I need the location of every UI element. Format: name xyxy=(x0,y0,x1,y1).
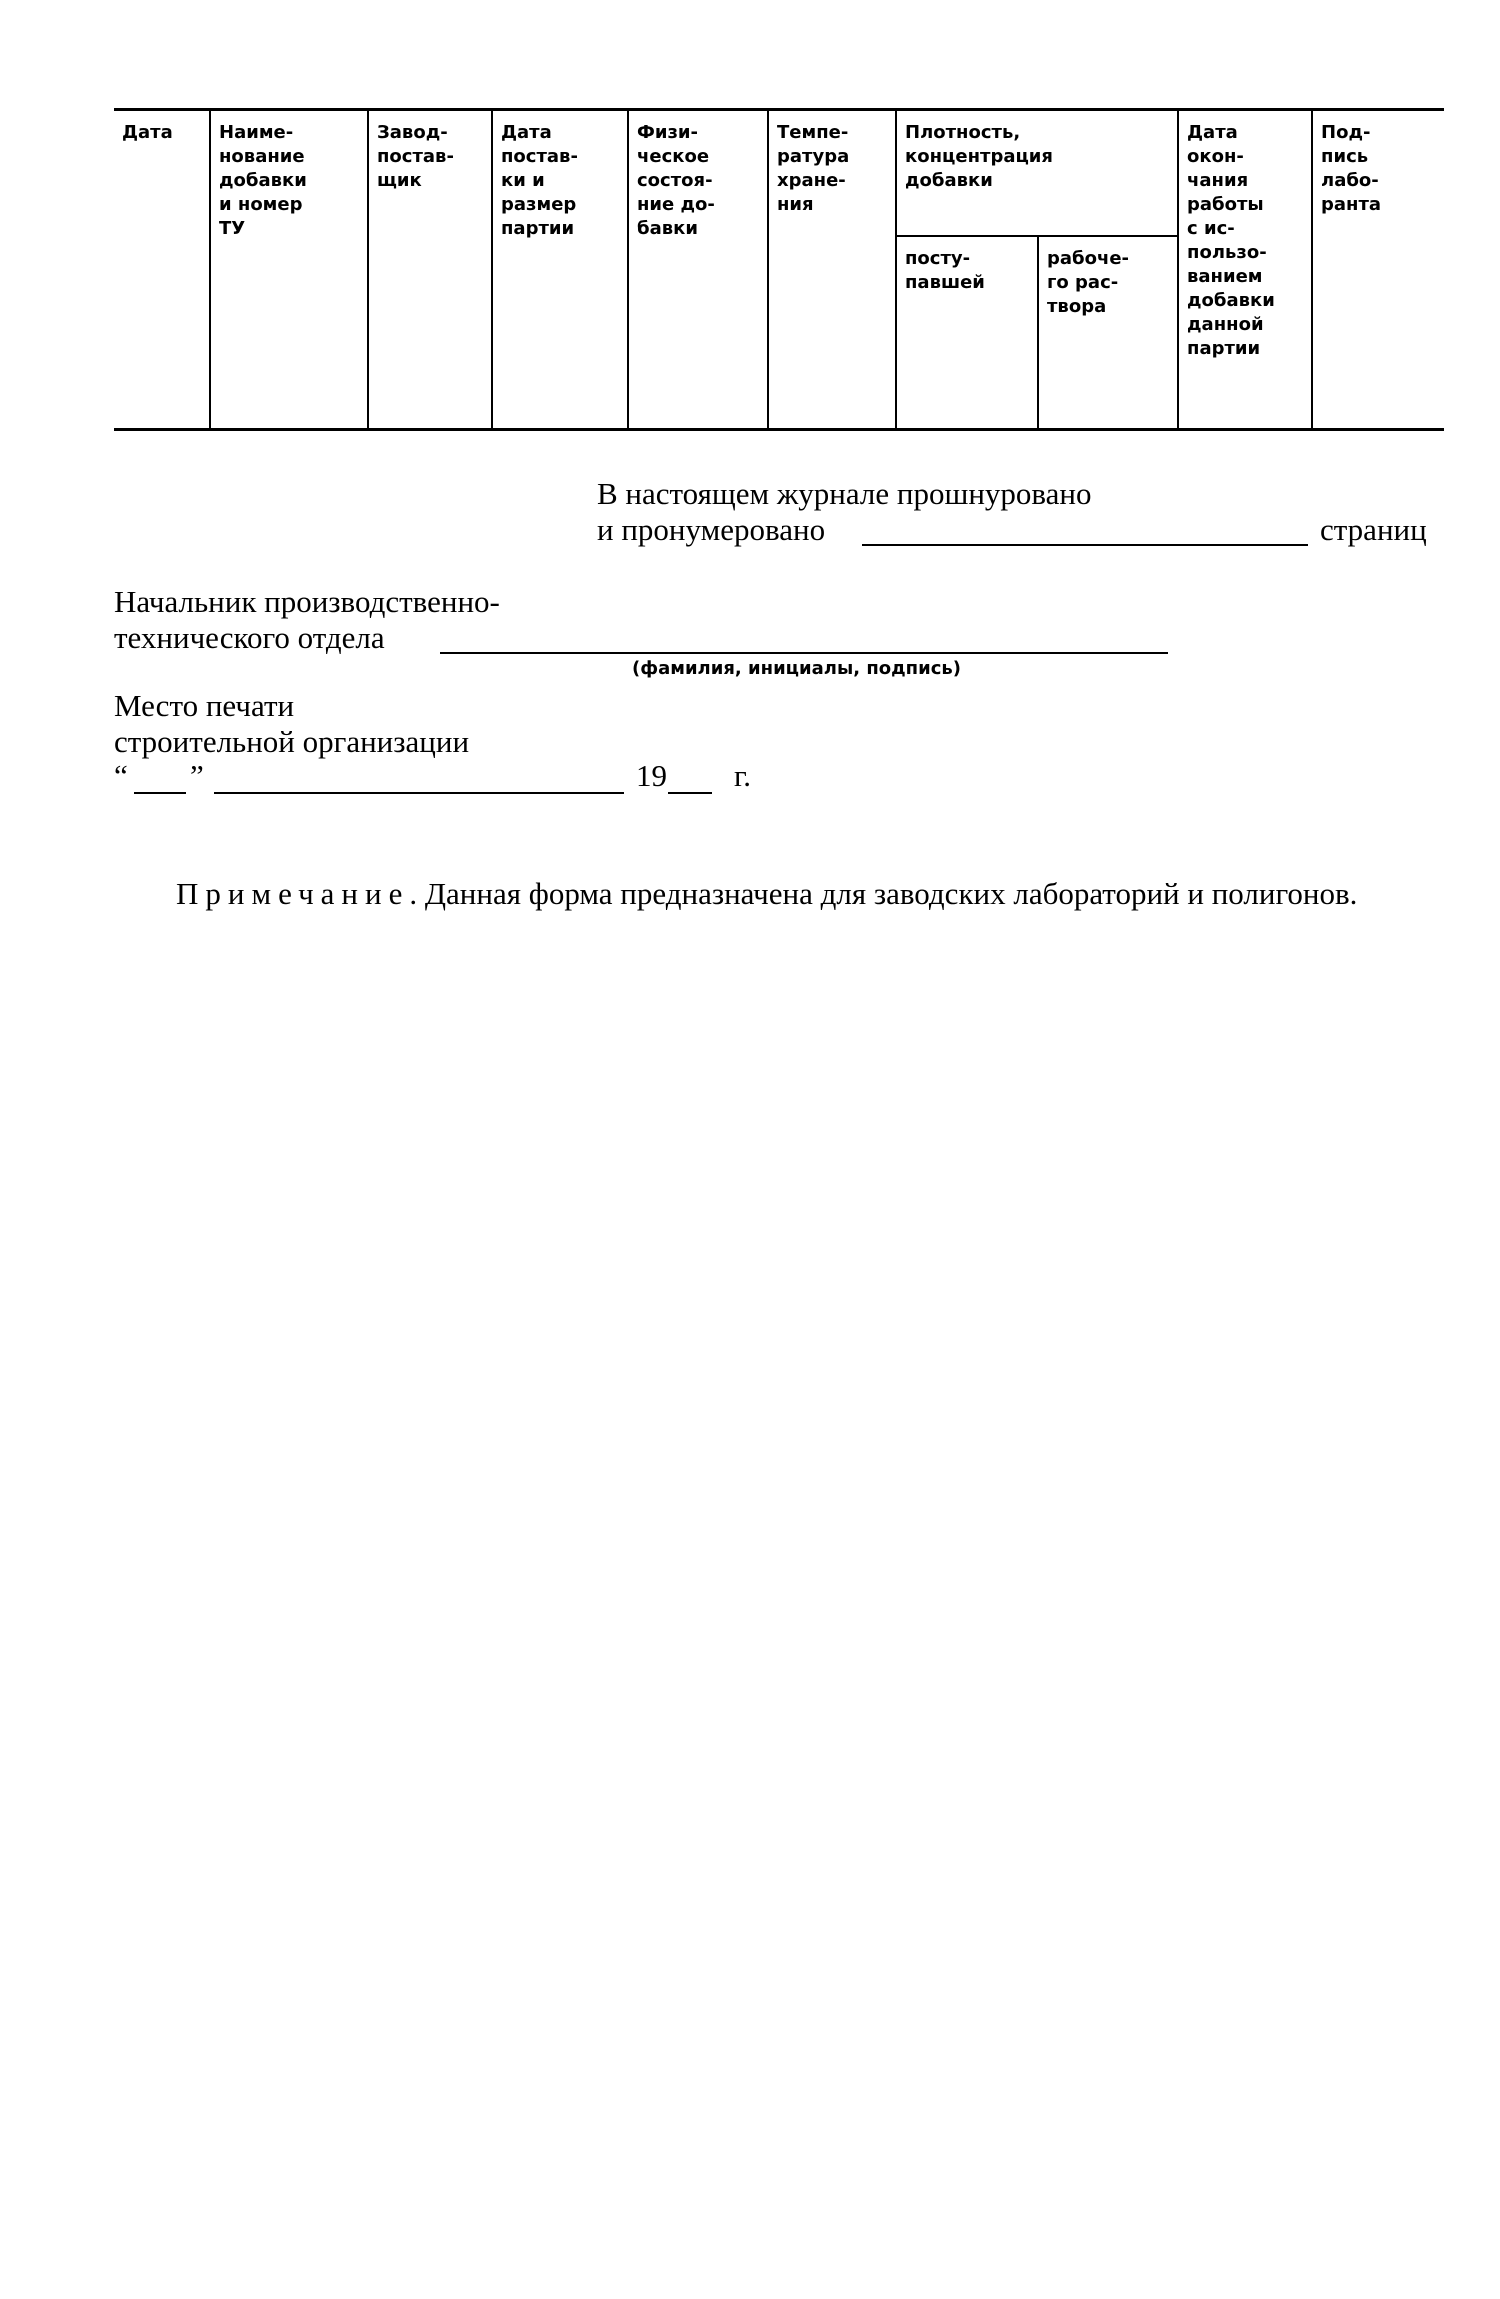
subheader-working-solution: рабоче- го рас- твора xyxy=(1038,236,1178,430)
date-month-field[interactable] xyxy=(214,792,624,794)
journal-table xyxy=(114,108,1444,431)
signature-caption: (фамилия, инициалы, подпись) xyxy=(632,658,962,679)
header-delivery-date: Дата постав- ки и размер партии xyxy=(492,110,628,430)
subheader-received: посту- павшей xyxy=(896,236,1038,430)
note-paragraph xyxy=(114,875,1449,913)
stamp-line1: Место печати xyxy=(114,688,295,723)
date-day-field[interactable] xyxy=(134,792,186,794)
journal-statement-line1: В настоящем журнале прошнуровано xyxy=(597,476,1092,511)
header-supplier: Завод- постав- щик xyxy=(368,110,492,430)
date-quote-close: ” xyxy=(190,758,204,793)
journal-statement-line2: и пронумеровано xyxy=(597,512,826,547)
header-date: Дата xyxy=(114,110,210,430)
pages-word: страниц xyxy=(1320,512,1427,547)
header-end-date: Дата окон- чания работы с ис- пользо- ванием добавки данной партии xyxy=(1178,110,1312,430)
header-physical-state: Физи- ческое состоя- ние до- бавки xyxy=(628,110,768,430)
chief-title-line2: технического отдела xyxy=(114,620,385,655)
chief-title-line1: Начальник производственно- xyxy=(114,584,500,619)
header-lab-signature: Под- пись лабо- ранта xyxy=(1312,110,1444,430)
page-count-field[interactable] xyxy=(862,544,1308,546)
header-additive-name: Наиме- нование добавки и номер ТУ xyxy=(210,110,368,430)
note-text: . Данная форма предназначена для заводских лабораторий и полигонов. xyxy=(409,876,1358,911)
date-year-field[interactable] xyxy=(668,792,712,794)
stamp-line2: строительной организации xyxy=(114,724,470,759)
year-suffix: г. xyxy=(734,758,751,793)
date-quote-open: “ xyxy=(114,758,128,793)
header-density-concentration: Плотность, концентрация добавки xyxy=(896,110,1178,236)
chief-signature-field[interactable] xyxy=(440,652,1168,654)
note-label: Примечание xyxy=(176,876,410,911)
year-prefix: 19 xyxy=(636,758,667,793)
header-storage-temperature: Темпе- ратура хране- ния xyxy=(768,110,896,430)
